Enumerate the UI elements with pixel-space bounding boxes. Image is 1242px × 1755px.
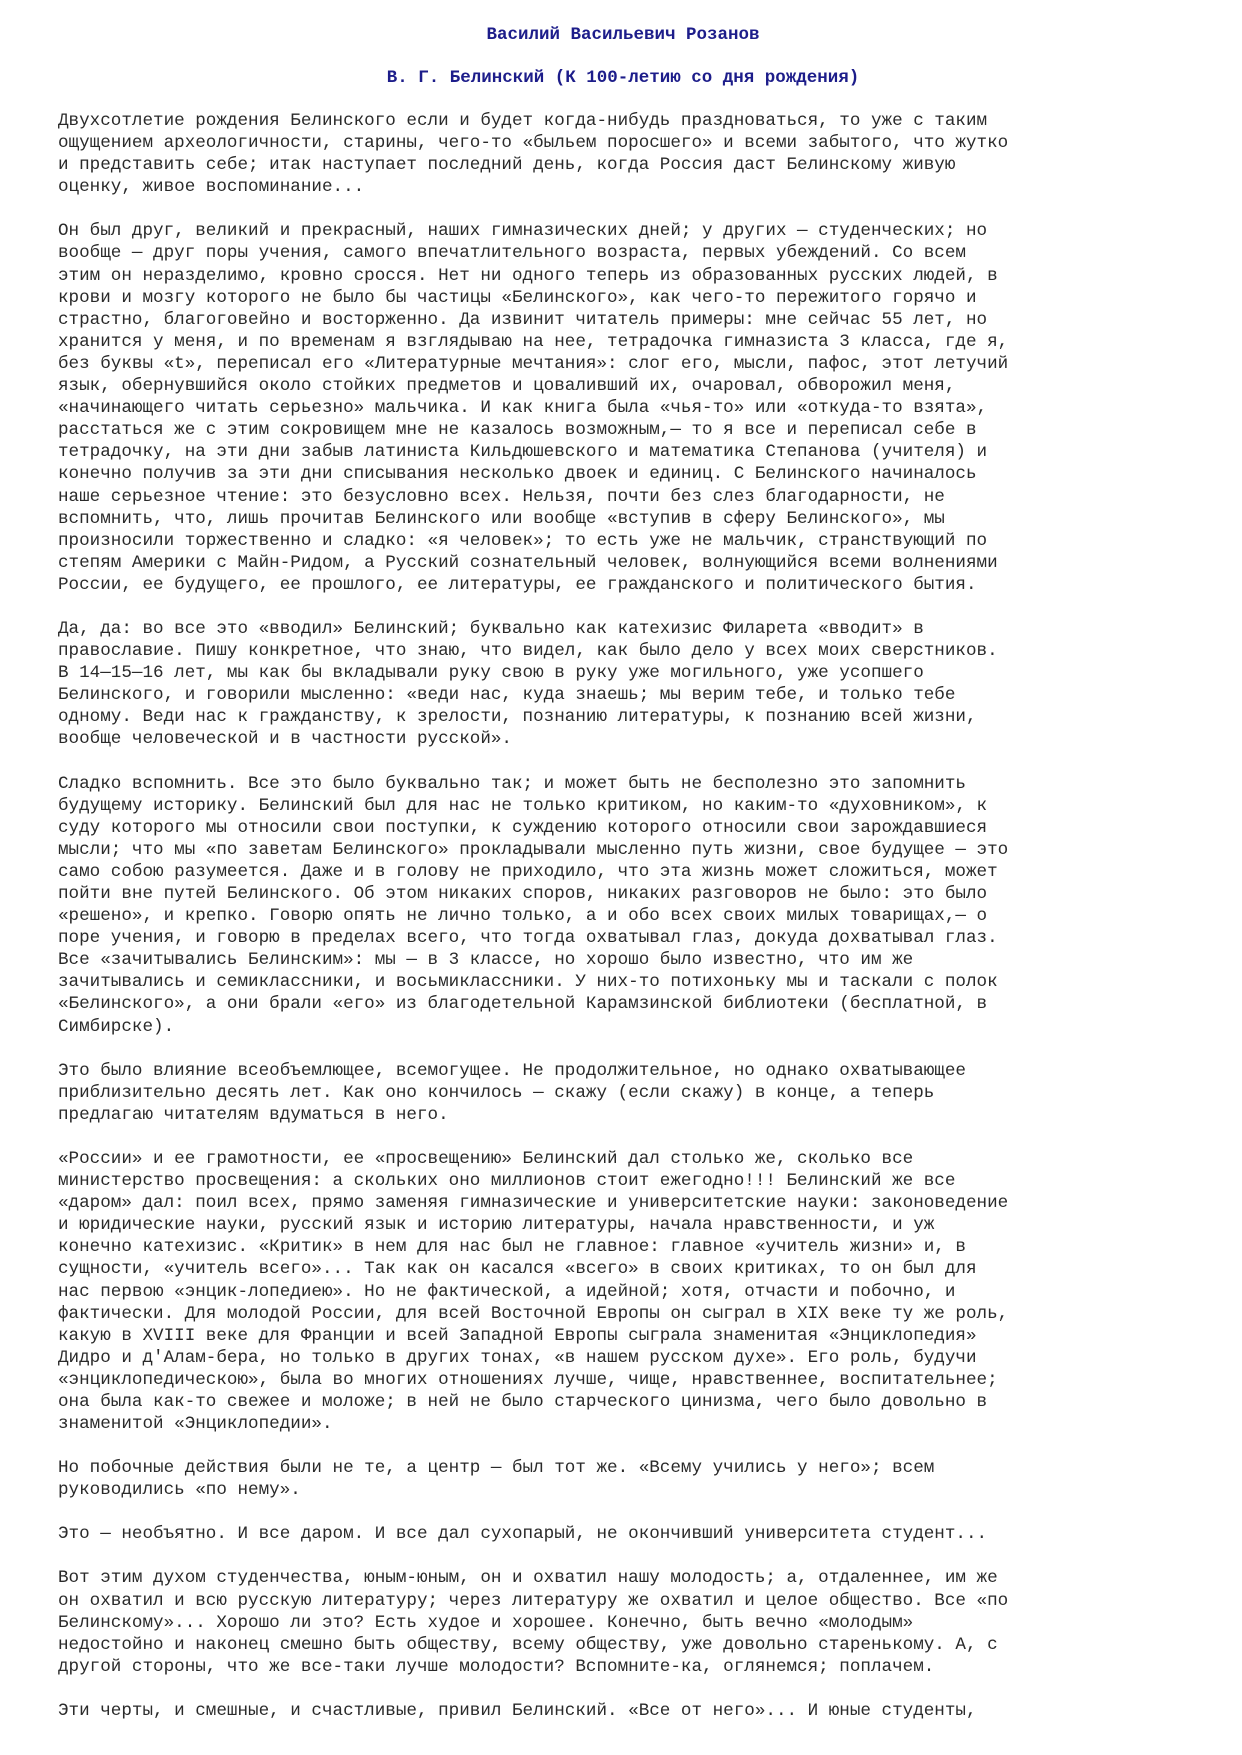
author-name: Василий Васильевич Розанов bbox=[486, 25, 760, 45]
article-body bbox=[58, 110, 1188, 1722]
paragraph: Вот этим духом студенчества, юным-юным, он и охватил нашу молодость; а, отдаленнее, им же он охватил и всю русскую литературу; через литературу же охватил и целое общество. Все «по Белинскому»... Хорошо ли это? Есть худое и хорошее. Конечно, быть вечно «молодым» недостойно и наконец смешно быть обществу, всему обществу, уже довольно старенькому. А, с другой стороны, что же все-таки лучше молодости? Вспомните-ка, оглянемся; поплачем. bbox=[58, 1568, 1009, 1677]
paragraph: Он был друг, великий и прекрасный, наших гимназических дней; у других — студенческих; но вообще — друг поры учения, самого впечатлительного возраста, первых убеждений. Со всем этим он неразделимо, кровно сросся. Нет ни одного теперь из образованных русских людей, в крови и мозгу которого не было бы частицы «Белинского», как чего-то пережитого горячо и страстно, благоговейно и восторженно. Да извинит читатель примеры: мне сейчас 55 лет, но хранится у меня, и по временам я взглядываю на нее, тетрадочка гимназиста 3 класса, где я, без буквы «t», переписал его «Литературные мечтания»: слог его, мысли, пафос, этот летучий язык, обернувшийся около стойких предметов и цоваливший их, очаровал, обворожил меня, «начинающего читать серьезно» мальчика. И как книга была «чья-то» или «откуда-то взята», расстаться же с этим сокровищем мне не казалось возможным,— то я все и переписал себе в тетрадочку, на эти дни забыв латиниста Кильдюшевского и математика Степанова (учителя) и конечно получив за эти дни списывания несколько двоек и единиц. С Белинского начиналось наше серьезное чтение: это безусловно всех. Нельзя, почти без слез благодарности, не вспомнить, что, лишь прочитав Белинского или вообще «вступив в сферу Белинского», мы произносили торжественно и сладко: «я человек»; то есть уже не мальчик, странствующий по степям Америки с Майн-Ридом, а Русский сознательный человек, волнующийся всеми волнениями России, ее будущего, ее прошлого, ее литературы, ее гражданского и политического бытия. bbox=[58, 221, 1009, 595]
paragraph: «России» и ее грамотности, ее «просвещению» Белинский дал столько же, сколько все министерство просвещения: а скольких оно миллионов стоит ежегодно!!! Белинский же все «даром» дал: поил всех, прямо заменяя гимназические и университетские науки: законоведение и юридические науки, русский язык и историю литературы, начала нравственности, и уж конечно катехизис. «Критик» в нем для нас был не главное: главное «учитель жизни» и, в сущности, «учитель всего»... Так как он касался «всего» в своих критиках, то он был для нас первою «энцик-лопедиею». Но не фактической, а идейной; хотя, отчасти и побочно, и фактически. Для молодой России, для всей Восточной Европы он сыграл в XIX веке ту же роль, какую в XVIII веке для Франции и всей Западной Европы сыграла знаменитая «Энциклопедия» Дидро и д'Алам-бера, но только в других тонах, «в нашем русском духе». Его роль, будучи «энциклопедическою», была во многих отношениях лучше, чище, нравственнее, воспитательнее; она была как-то свежее и моложе; в ней не было старческого цинизма, чего было довольно в знаменитой «Энциклопедии». bbox=[58, 1148, 1009, 1435]
paragraph: Да, да: во все это «вводил» Белинский; буквально как катехизис Филарета «вводит» в православие. Пишу конкретное, что знаю, что видел, как было дело у всех моих сверстников. В 14—15—16 лет, мы как бы вкладывали руку свою в руку уже могильного, уже усопшего Белинского, и говорили мысленно: «веди нас, куда знаешь; мы верим тебе, и только тебе одному. Веди нас к гражданству, к зрелости, познанию литературы, к познанию всей жизни, вообще человеческой и в частности русской». bbox=[58, 618, 998, 750]
paragraph: Это было влияние всеобъемлющее, всемогущее. Не продолжительное, но однако охватывающее приблизительно десять лет. Как оно кончилось — скажу (если скажу) в конце, а теперь предлагаю читателям вдуматься в него. bbox=[58, 1060, 966, 1125]
paragraph: Но побочные действия были не те, а центр — был тот же. «Всему учились у него»; всем руководились «по нему». bbox=[58, 1458, 935, 1501]
paragraph: Эти черты, и смешные, и счастливые, привил Белинский. «Все от него»... И юные студенты, bbox=[58, 1700, 977, 1721]
document-page bbox=[58, 24, 1188, 1744]
article-title: В. Г. Белинский (К 100-летию со дня рождения) bbox=[386, 68, 860, 88]
paragraph: Двухсотлетие рождения Белинского если и будет когда-нибудь праздноваться, то уже с таким ощущением археологичности, старины, чего-то «быльем поросшего» и всеми забытого, что жутко и представить себе; итак наступает последний день, когда Россия даст Белинскому живую оценку, живое воспоминание... bbox=[58, 111, 1009, 198]
paragraph: Это — необъятно. И все даром. И все дал сухопарый, не окончивший университета студент... bbox=[58, 1524, 988, 1545]
paragraph: Сладко вспомнить. Все это было буквально так; и может быть не бесполезно это запомнить будущему историку. Белинский был для нас не только критиком, но каким-то «духовником», к суду которого мы относили свои поступки, к суждению которого относили свои зарождавшиеся мысли; что мы «по заветам Белинского» прокладывали мысленно путь жизни, свое будущее — это само собою разумеется. Даже и в голову не приходило, что эта жизнь может сложиться, может пойти вне путей Белинского. Об этом никаких споров, никаких разговоров не было: это было «решено», и крепко. Говорю опять не лично только, а и обо всех своих милых товарищах,— о поре учения, и говорю в пределах всего, что тогда охватывал глаз, докуда дохватывал глаз. Все «зачитывались Белинским»: мы — в 3 классе, но хорошо было известно, что им же зачитывались и семиклассники, и восьмиклассники. У них-то потихоньку мы и таскали с полок «Белинского», а они брали «его» из благодетельной Карамзинской библиотеки (бесплатной, в Симбирске). bbox=[58, 773, 1009, 1037]
